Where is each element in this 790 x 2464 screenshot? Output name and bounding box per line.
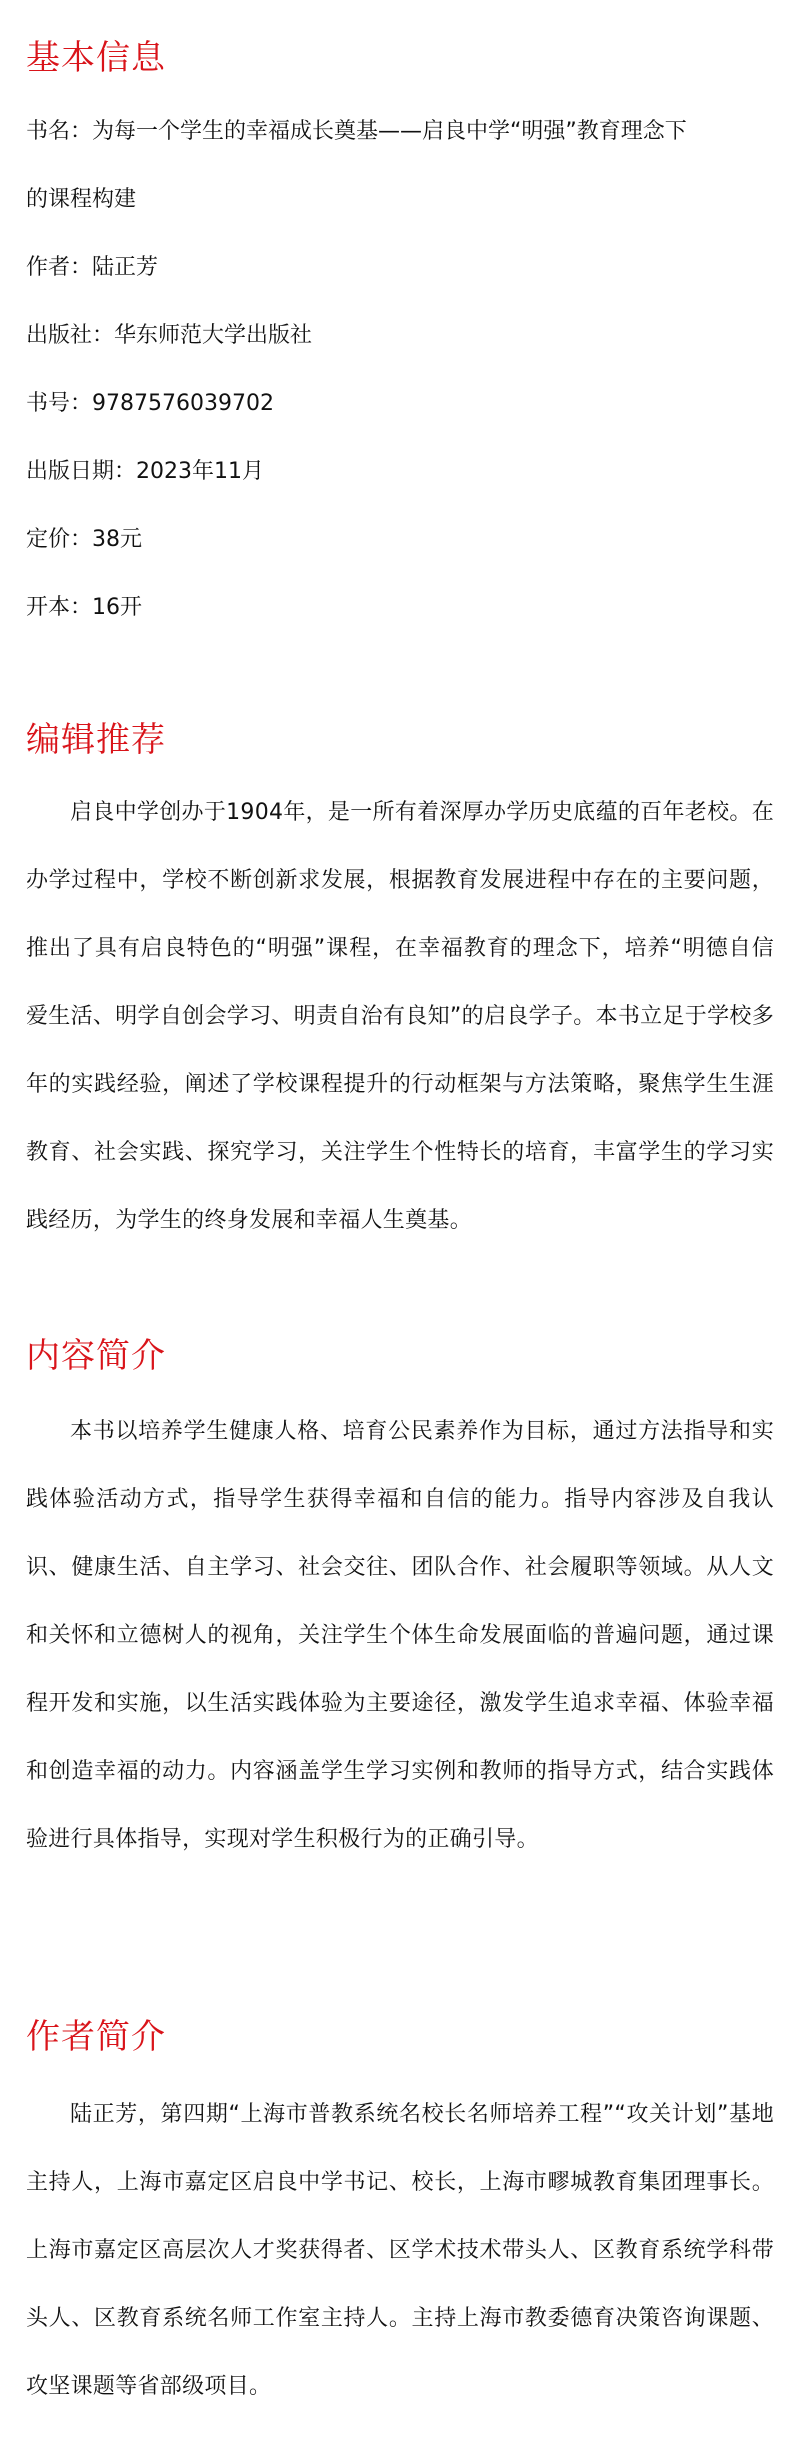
book-title-line: 书名：为每一个学生的幸福成长奠基——启良中学“明强”教育理念下 xyxy=(26,119,687,144)
publish-date-line: 出版日期：2023年11月 xyxy=(26,459,264,484)
publisher-line: 出版社：华东师范大学出版社 xyxy=(26,323,313,348)
editor-recommendation-text: 启良中学创办于1904年，是一所有着深厚办学历史底蕴的百年老校。在办学过程中，学校不断创新求发展，根据教育发展进程中存在的主要问题，推出了具有启良特色的“明强”课程，在幸福教育的理念下，培养“明德自信爱生活、明学自创会学习、明责自治有良知”的启良学子。本书立足于学校多年的实践经验，阐述了学校课程提升的行动框架与方法策略，聚焦学生生涯教育、社会实践、探究学习，关注学生个性特长的培育，丰富学生的学习实践经历，为学生的终身发展和幸福人生奠基。 xyxy=(26,800,774,1233)
author-bio-heading: 作者简介 xyxy=(26,2017,166,2057)
format-line: 开本：16开 xyxy=(26,595,142,620)
basic-info-heading: 基本信息 xyxy=(26,38,166,78)
author-bio-text: 陆正芳，第四期“上海市普教系统名校长名师培养工程”“攻关计划”基地主持人，上海市嘉定区启良中学书记、校长，上海市疁城教育集团理事长。上海市嘉定区高层次人才奖获得者、区学术技术带头人、区教育系统学科带头人、区教育系统名师工作室主持人。主持上海市教委德育决策咨询课题、攻坚课题等省部级项目。 xyxy=(26,2102,774,2399)
book-title-line-continued: 的课程构建 xyxy=(26,187,137,212)
editor-recommendation-heading: 编辑推荐 xyxy=(26,720,166,760)
content-summary-text: 本书以培养学生健康人格、培育公民素养作为目标，通过方法指导和实践体验活动方式，指导学生获得幸福和自信的能力。指导内容涉及自我认识、健康生活、自主学习、社会交往、团队合作、社会履职等领域。从人文和关怀和立德树人的视角，关注学生个体生命发展面临的普遍问题，通过课程开发和实施，以生活实践体验为主要途径，激发学生追求幸福、体验幸福和创造幸福的动力。内容涵盖学生学习实例和教师的指导方式，结合实践体验进行具体指导，实现对学生积极行为的正确引导。 xyxy=(26,1419,774,1852)
isbn-line: 书号：9787576039702 xyxy=(26,391,274,416)
price-line: 定价：38元 xyxy=(26,527,142,552)
author-line: 作者：陆正芳 xyxy=(26,255,159,280)
content-summary-heading: 内容简介 xyxy=(26,1336,166,1376)
